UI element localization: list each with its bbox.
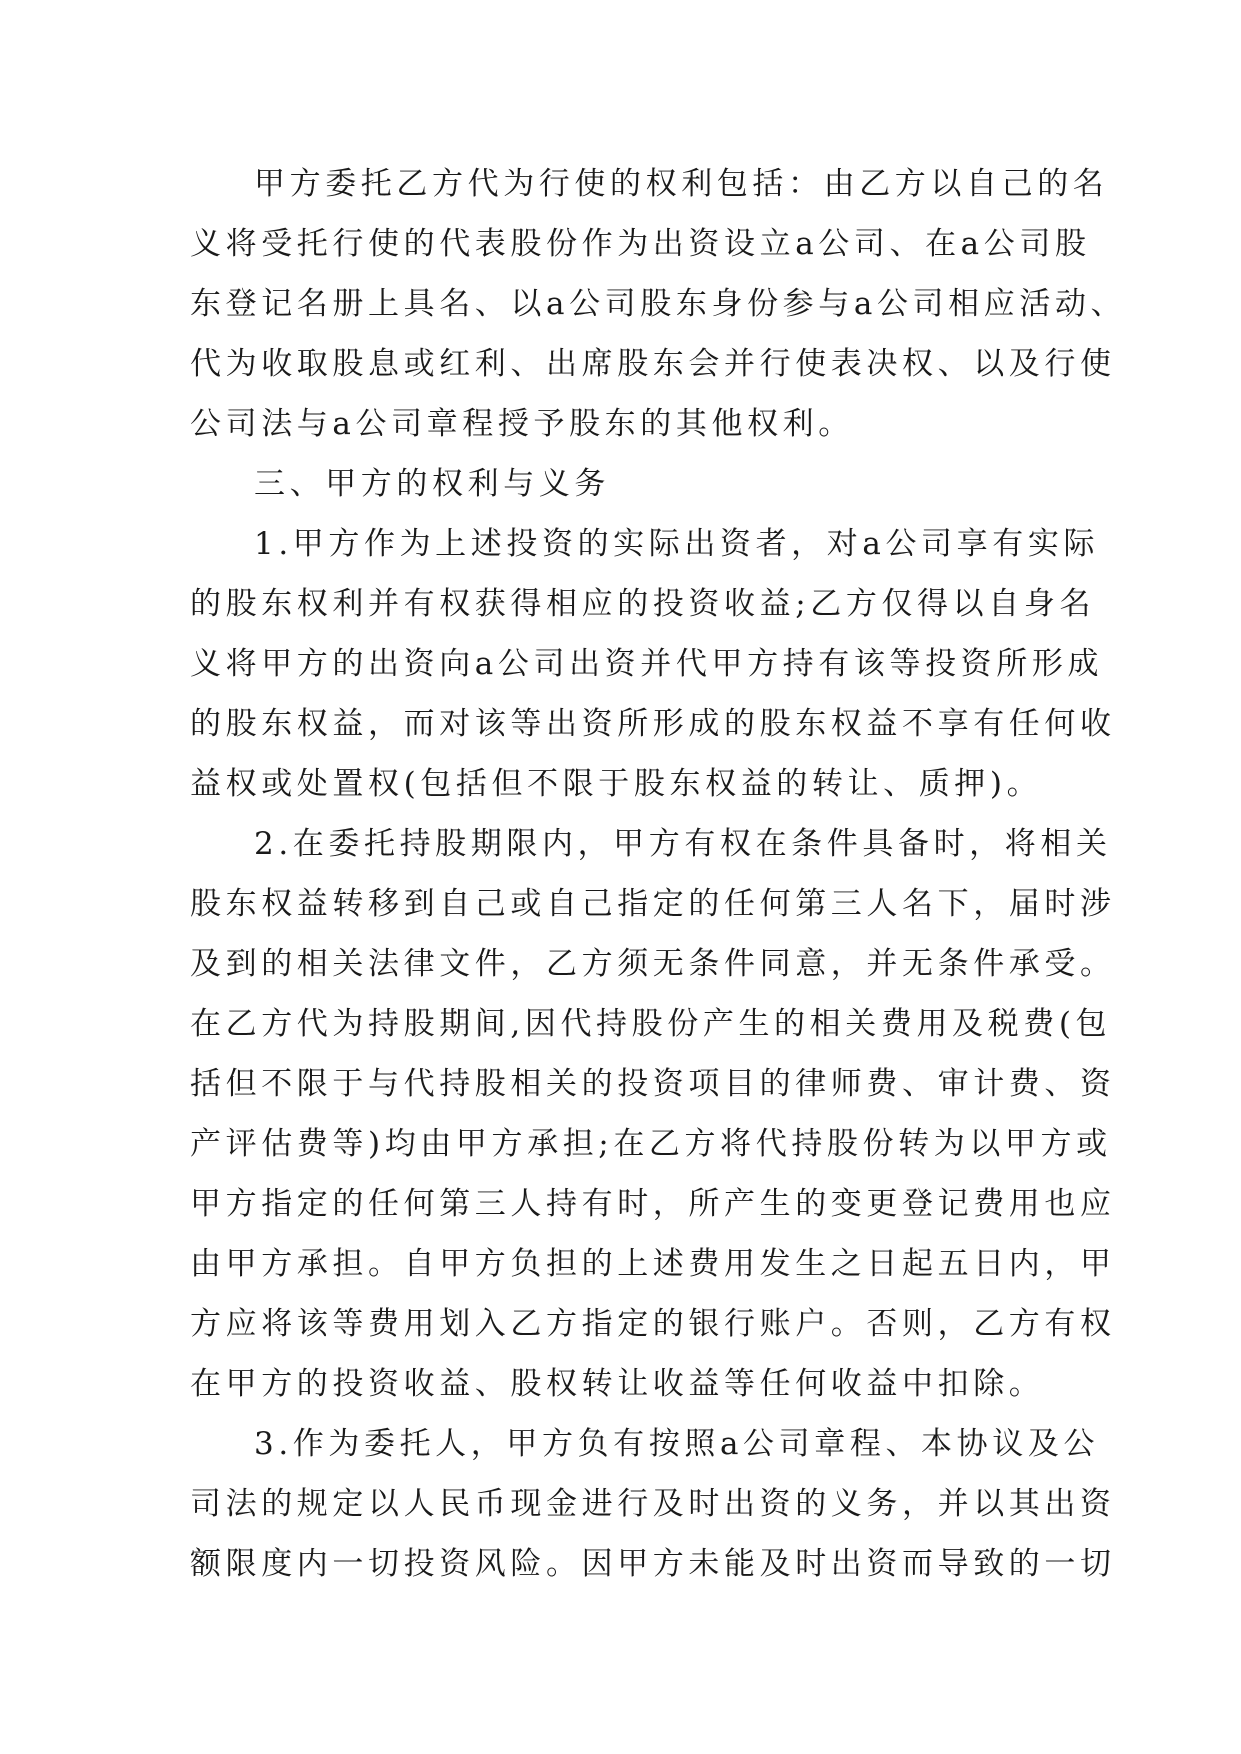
paragraph-line: 甲方委托乙方代为行使的权利包括：由乙方以自己的名 — [254, 166, 1109, 202]
paragraph-line: 益权或处置权(包括但不限于股东权益的转让、质押)。 — [190, 766, 1043, 802]
paragraph-line: 3.作为委托人，甲方负有按照a公司章程、本协议及公 — [254, 1426, 1100, 1462]
paragraph-line: 产评估费等)均由甲方承担;在乙方将代持股份转为以甲方或 — [190, 1126, 1112, 1162]
paragraph-line: 方应将该等费用划入乙方指定的银行账户。否则，乙方有权 — [190, 1306, 1116, 1342]
paragraph-line: 代为收取股息或红利、出席股东会并行使表决权、以及行使 — [190, 346, 1116, 382]
paragraph-line: 甲方指定的任何第三人持有时，所产生的变更登记费用也应 — [190, 1186, 1116, 1222]
paragraph-line: 义将甲方的出资向a公司出资并代甲方持有该等投资所形成 — [190, 646, 1104, 682]
paragraph-line: 司法的规定以人民币现金进行及时出资的义务，并以其出资 — [190, 1486, 1116, 1522]
paragraph-line: 括但不限于与代持股相关的投资项目的律师费、审计费、资 — [190, 1066, 1116, 1102]
paragraph-line: 在甲方的投资收益、股权转让收益等任何收益中扣除。 — [190, 1366, 1045, 1402]
paragraph-line: 股东权益转移到自己或自己指定的任何第三人名下，届时涉 — [190, 886, 1116, 922]
document-body — [190, 154, 1127, 1594]
paragraph-line: 额限度内一切投资风险。因甲方未能及时出资而导致的一切 — [190, 1546, 1116, 1582]
paragraph-line: 公司法与a公司章程授予股东的其他权利。 — [190, 406, 854, 442]
paragraph-line: 在乙方代为持股期间,因代持股份产生的相关费用及税费(包 — [190, 1006, 1112, 1042]
paragraph-line: 的股东权利并有权获得相应的投资收益;乙方仅得以自身名 — [190, 586, 1096, 622]
paragraph-line: 1.甲方作为上述投资的实际出资者，对a公司享有实际 — [254, 526, 1100, 562]
paragraph-line: 东登记名册上具名、以a公司股东身份参与a公司相应活动、 — [190, 286, 1127, 322]
paragraph-line: 的股东权益，而对该等出资所形成的股东权益不享有任何收 — [190, 706, 1116, 742]
paragraph-line: 2.在委托持股期限内，甲方有权在条件具备时，将相关 — [254, 826, 1112, 862]
paragraph-line: 义将受托行使的代表股份作为出资设立a公司、在a公司股 — [190, 226, 1091, 262]
section-heading: 三、甲方的权利与义务 — [254, 466, 610, 502]
paragraph-line: 由甲方承担。自甲方负担的上述费用发生之日起五日内，甲 — [190, 1246, 1116, 1282]
paragraph-line: 及到的相关法律文件，乙方须无条件同意，并无条件承受。 — [190, 946, 1116, 982]
